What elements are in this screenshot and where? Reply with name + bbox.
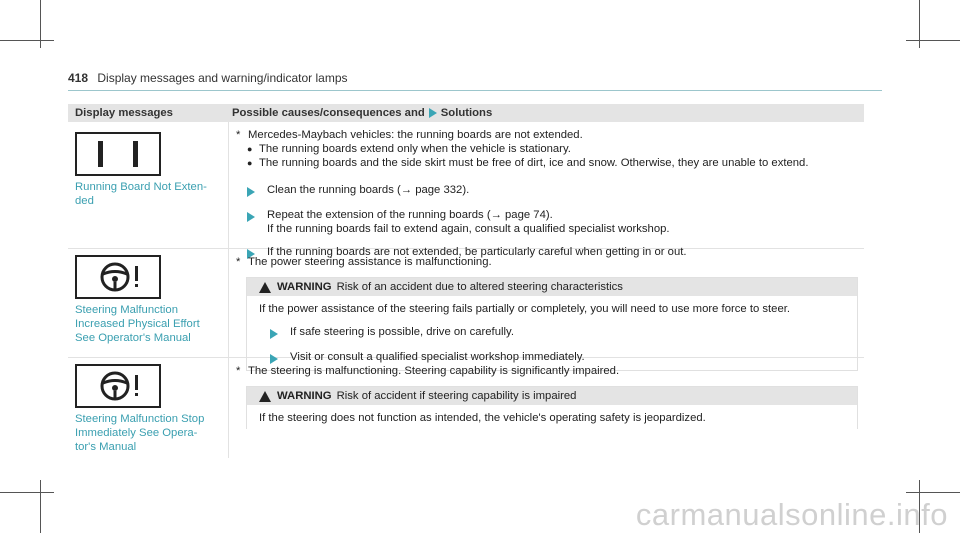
- cause-text: The steering is malfunctioning. Steering capability is significantly impaired.: [248, 365, 620, 377]
- page-title: Display messages and warning/indicator lamps: [97, 71, 348, 85]
- causes-cell: * The power steering assistance is malfunctioning. WARNING Risk of an accident due to altered steering characteristics If the power assistance of the steering fails partially or completely, you will need to use more force to steer. If safe steering is possible, drive on carefully. Visit or consult a qualified specialist workshop immediately.: [236, 249, 864, 371]
- steering-wheel-warning-icon: [75, 364, 161, 408]
- message-cell: [68, 358, 229, 458]
- page-number: 418: [68, 71, 89, 85]
- messages-table: [68, 104, 864, 458]
- action-step: Repeat the extension of the running boards (→ page 74). If the running boards fail to extend again, consult a qualified specialist workshop.: [267, 209, 670, 235]
- message-cell: [68, 122, 229, 248]
- step-arrow-icon: [247, 187, 255, 197]
- crop-mark: [906, 40, 960, 41]
- action-step: Visit or consult a qualified specialist workshop immediately.: [290, 351, 585, 363]
- display-message: Running Board Not Exten- ded: [75, 181, 207, 207]
- warning-label: WARNING: [277, 390, 332, 402]
- warning-title: Risk of accident if steering capability is impaired: [336, 390, 577, 402]
- crop-mark: [906, 492, 960, 493]
- running-board-icon: [75, 132, 161, 176]
- list-item: The running boards extend only when the vehicle is stationary.: [259, 143, 571, 155]
- step-arrow-icon: [270, 329, 278, 339]
- table-row: [68, 249, 864, 363]
- solution-arrow-icon: [429, 108, 437, 118]
- list-item: The running boards and the side skirt must be free of dirt, ice and snow. Otherwise, they are unable to extend.: [259, 157, 809, 169]
- step-arrow-icon: [247, 212, 255, 222]
- col-header-messages: Display messages: [75, 107, 173, 119]
- causes-cell: * Mercedes-Maybach vehicles: the running boards are not extended. ● The running boards extend only when the vehicle is stationary. ● The running boards and the side skirt must be free of dirt, ice and snow. Otherwise, they are unable to extend. Clean the running boards (→ page 332). Repeat the extension of the running boards (→ page 74). If the running boards fail to extend again, consult a qualified specialist workshop. If the running boards are not extended, be particularly careful when getting in or out.: [236, 122, 864, 261]
- table-row: [68, 358, 864, 458]
- cause-text: Mercedes-Maybach vehicles: the running boards are not extended.: [248, 129, 583, 141]
- warning-triangle-icon: [259, 282, 271, 293]
- page-header: [68, 71, 348, 85]
- warning-text: If the power assistance of the steering fails partially or completely, you will need to use more force to steer.: [259, 303, 791, 315]
- display-message: Steering Malfunction Stop Immediately See Opera- tor's Manual: [75, 413, 205, 453]
- watermark: carmanualsonline.info: [635, 497, 948, 532]
- causes-cell: * The steering is malfunctioning. Steering capability is significantly impaired. WARNING Risk of accident if steering capability is impaired If the steering does not function as intended, the vehicle's operating safety is jeopardized.: [236, 358, 864, 429]
- steering-wheel-warning-icon: [75, 255, 161, 299]
- warning-text: If the steering does not function as intended, the vehicle's operating safety is jeopardized.: [259, 412, 706, 424]
- warning-box: [246, 277, 858, 371]
- display-message: Steering Malfunction Increased Physical Effort See Operator's Manual: [75, 304, 200, 344]
- warning-label: WARNING: [277, 281, 332, 293]
- crop-mark: [0, 492, 54, 493]
- action-step: Clean the running boards (→ page 332).: [267, 184, 470, 196]
- message-cell: [68, 249, 229, 357]
- crop-mark: [0, 40, 54, 41]
- table-header: [68, 104, 864, 122]
- col-header-causes: Possible causes/consequences and Solutions: [232, 107, 493, 119]
- warning-title: Risk of an accident due to altered steering characteristics: [336, 281, 623, 293]
- action-step: If safe steering is possible, drive on carefully.: [290, 326, 514, 338]
- action-step: If the running boards are not extended, be particularly careful when getting in or out.: [267, 246, 687, 258]
- crop-mark: [40, 480, 41, 533]
- warning-box: [246, 386, 858, 429]
- warning-triangle-icon: [259, 391, 271, 402]
- table-row: [68, 122, 864, 258]
- header-rule: [68, 90, 882, 91]
- cause-text: The power steering assistance is malfunctioning.: [248, 256, 492, 268]
